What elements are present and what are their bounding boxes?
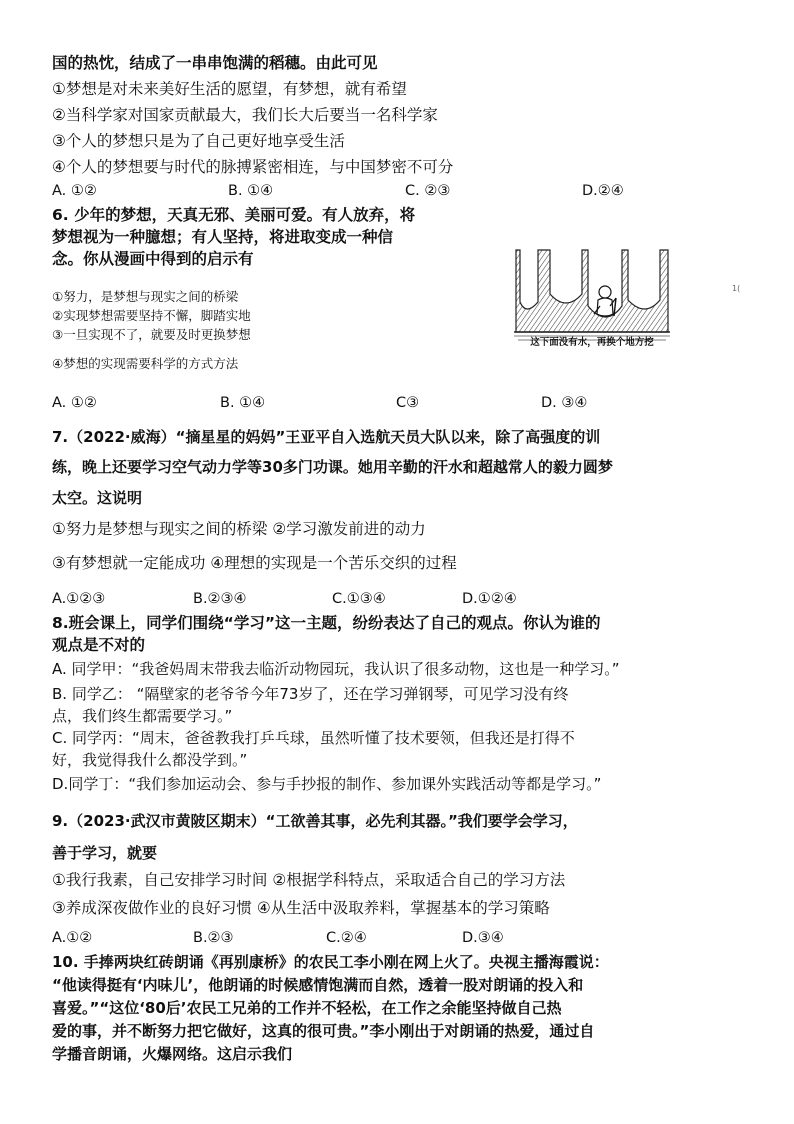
q10-stem-line-1: 10. 手捧两块红砖朗诵《再别康桥》的农民工李小刚在网上火了。央视主播海霞说：: [52, 953, 609, 971]
q9-items-line-2: ③养成深夜做作业的良好习惯 ④从生活中汲取养料，掌握基本的学习策略: [52, 899, 550, 917]
q8-stem-line-1: 8.班会课上，同学们围绕“学习”这一主题，纷纷表达了自己的观点。你认为谁的: [52, 614, 601, 632]
q5-stem-tail: 国的热忱，结成了一串串饱满的稻穗。由此可见: [52, 54, 378, 72]
q5-item-1: ①梦想是对未来美好生活的愿望，有梦想，就有希望: [52, 80, 407, 98]
q9-option-d: D.③④: [462, 930, 504, 946]
q7-items-line-1: ①努力是梦想与现实之间的桥梁 ②学习激发前进的动力: [52, 520, 426, 538]
q6-option-b: B. ①④: [220, 395, 266, 411]
q6-item-1: ①努力，是梦想与现实之间的桥梁: [52, 289, 239, 304]
q5-option-b: B. ①④: [228, 183, 274, 199]
q6-item-4: ④梦想的实现需要科学的方式方法: [52, 356, 239, 371]
q7-stem-line-1: 7.（2022·威海）“摘星星的妈妈”王亚平自入选航天员大队以来，除了高强度的训: [52, 428, 601, 446]
q8-stem-line-2: 观点是不对的: [52, 636, 146, 654]
q6-option-d: D. ③④: [541, 395, 588, 411]
q8-option-b-line-2: 点，我们终生都需要学习。”: [52, 707, 233, 725]
q7-option-a: A.①②③: [52, 591, 106, 607]
q8-option-c-line-2: 好，我觉得我什么都没学到。”: [52, 751, 248, 769]
q6-stem-line-2: 梦想视为一种臆想；有人坚持，将进取变成一种信: [52, 228, 394, 246]
q7-stem-line-3: 太空。这说明: [52, 489, 143, 507]
q5-option-c: C. ②③: [405, 183, 451, 199]
q9-option-b: B.②③: [193, 930, 234, 946]
q9-option-a: A.①②: [52, 930, 93, 946]
q5-option-d: D.②④: [582, 183, 624, 199]
q6-item-3: ③一旦实现不了，就要及时更换梦想: [52, 327, 251, 342]
margin-mark: 1(: [732, 284, 741, 293]
q8-option-c-line-1: C. 同学丙：“周末，爸爸教我打乒乓球，虽然听懂了技术要领，但我还是打得不: [52, 729, 575, 747]
q5-item-4: ④个人的梦想要与时代的脉搏紧密相连，与中国梦密不可分: [52, 158, 454, 176]
q10-stem-line-3: 喜爱。”“这位‘80后’农民工兄弟的工作并不轻松，在工作之余能坚持做自己热: [52, 999, 562, 1017]
q7-stem-line-2: 练，晚上还要学习空气动力学等30多门功课。她用辛勤的汗水和超越常人的毅力圆梦: [52, 458, 613, 476]
q5-option-a: A. ①②: [52, 183, 97, 199]
q7-option-c: C.①③④: [332, 591, 386, 607]
q9-items-line-1: ①我行我素，自己安排学习时间 ②根据学科特点，采取适合自己的学习方法: [52, 871, 566, 889]
q9-stem-line-2: 善于学习，就要: [52, 844, 158, 862]
q6-option-c: C③: [396, 395, 420, 411]
q6-option-a: A. ①②: [52, 395, 97, 411]
q10-stem-line-4: 爱的事，并不断努力把它做好，这真的很可贵。”李小刚出于对朗诵的热爱，通过自: [52, 1022, 595, 1040]
q7-items-line-2: ③有梦想就一定能成功 ④理想的实现是一个苦乐交织的过程: [52, 554, 457, 572]
q8-option-d: D.同学丁：“我们参加运动会、参与手抄报的制作、参加课外实践活动等都是学习。”: [52, 775, 602, 793]
q9-stem-line-1: 9.（2023·武汉市黄陂区期末）“工欲善其事，必先利其器。”我们要学会学习，: [52, 812, 578, 830]
q5-item-3: ③个人的梦想只是为了自己更好地享受生活: [52, 132, 345, 150]
q6-stem-line-3: 念。你从漫画中得到的启示有: [52, 250, 254, 268]
q5-item-2: ②当科学家对国家贡献最大，我们长大后要当一名科学家: [52, 106, 438, 124]
cartoon-caption: 这下面没有水，再换个地方挖: [530, 337, 654, 348]
q10-stem-line-5: 学播音朗诵，火爆网络。这启示我们: [52, 1045, 293, 1063]
digger-figure: [594, 286, 616, 316]
q6-stem-line-1: 6. 少年的梦想，天真无邪、美丽可爱。有人放弃，将: [52, 206, 416, 224]
q7-option-d: D.①②④: [462, 591, 517, 607]
q6-item-2: ②实现梦想需要坚持不懈，脚踏实地: [52, 308, 251, 323]
q7-option-b: B.②③④: [193, 591, 247, 607]
q10-stem-line-2: “他读得挺有‘内味儿’，他朗诵的时候感情饱满而自然，透着一股对朗诵的投入和: [52, 976, 584, 994]
q8-option-a: A. 同学甲：“我爸妈周末带我去临沂动物园玩，我认识了很多动物，这也是一种学习。”: [52, 660, 620, 678]
q9-option-c: C.②④: [326, 930, 367, 946]
q8-option-b-line-1: B. 同学乙： “隔壁家的老爷爷今年73岁了，还在学习弹钢琴，可见学习没有终: [52, 685, 569, 703]
